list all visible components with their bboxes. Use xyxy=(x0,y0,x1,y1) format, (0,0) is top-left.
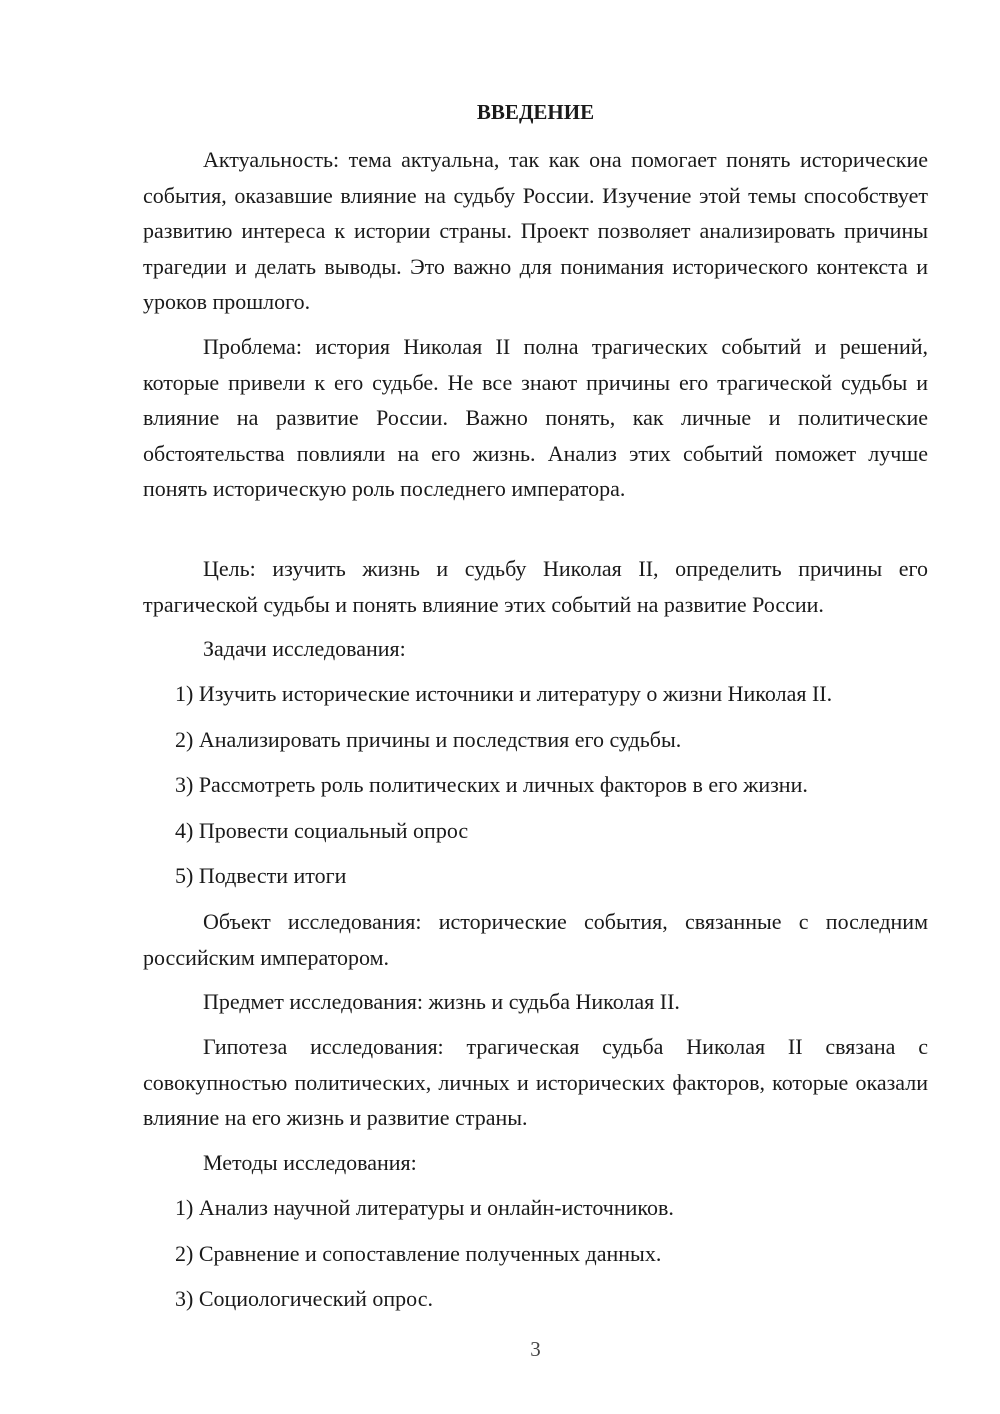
task-item-1: 1) Изучить исторические источники и литературу о жизни Николая II. xyxy=(175,681,833,706)
document-page xyxy=(143,0,928,1414)
relevance-paragraph: Актуальность: тема актуальна, так как она помогает понять исторические события, оказавшие влияние на судьбу России. Изучение этой темы способствует развитию интереса к истории страны. Проект позволяет анализировать причины трагедии и делать выводы. Это важно для понимания исторического контекста и уроков прошлого. xyxy=(143,147,928,314)
method-item-3: 3) Социологический опрос. xyxy=(175,1286,433,1311)
tasks-heading: Задачи исследования: xyxy=(203,636,406,661)
problem-paragraph: Проблема: история Николая II полна трагических событий и решений, которые привели к его судьбе. Не все знают причины его трагической судьбы и влияние на развитие России. Важно понять, как личные и политические обстоятельства повлияли на его жизнь. Анализ этих событий поможет лучше понять историческую роль последнего императора. xyxy=(143,334,928,501)
task-item-4: 4) Провести социальный опрос xyxy=(175,818,469,843)
goal-paragraph: Цель: изучить жизнь и судьбу Николая II, определить причины его трагической судьбы и понять влияние этих событий на развитие России. xyxy=(143,556,928,617)
task-item-2: 2) Анализировать причины и последствия его судьбы. xyxy=(175,727,682,752)
method-item-1: 1) Анализ научной литературы и онлайн-источников. xyxy=(175,1195,674,1220)
task-item-3: 3) Рассмотреть роль политических и личных факторов в его жизни. xyxy=(175,772,808,797)
task-item-5: 5) Подвести итоги xyxy=(175,863,347,888)
section-title: ВВЕДЕНИЕ xyxy=(476,100,595,124)
methods-heading: Методы исследования: xyxy=(203,1150,417,1175)
page-number: 3 xyxy=(530,1337,541,1361)
method-item-2: 2) Сравнение и сопоставление полученных данных. xyxy=(175,1241,662,1266)
subject-paragraph: Предмет исследования: жизнь и судьба Николая II. xyxy=(203,989,680,1014)
object-paragraph: Объект исследования: исторические события, связанные с последним российским императором. xyxy=(143,909,928,970)
hypothesis-paragraph: Гипотеза исследования: трагическая судьба Николая II связана с совокупностью политических, личных и исторических факторов, которые оказали влияние на его жизнь и развитие страны. xyxy=(143,1034,928,1130)
